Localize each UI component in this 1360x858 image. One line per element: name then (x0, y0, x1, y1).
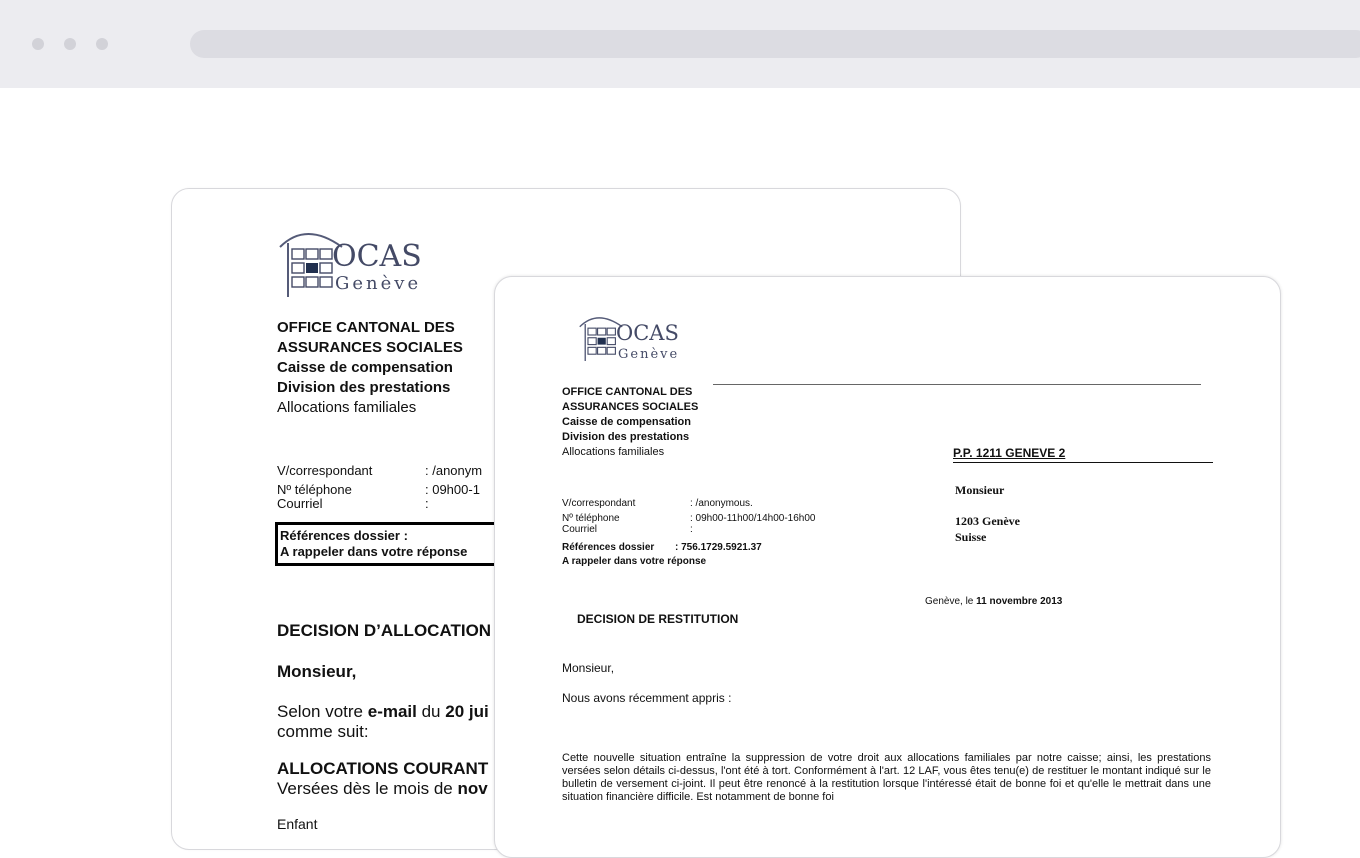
window-close-dot[interactable] (32, 38, 44, 50)
references-value: : 756.1729.5921.37 (675, 542, 762, 553)
body-line2: comme suit: (277, 722, 369, 741)
pp-rule (953, 462, 1213, 463)
phone-value: : 09h00-1 (425, 482, 480, 497)
decision-title: DECISION D’ALLOCATION (277, 621, 492, 640)
office-line2: ASSURANCES SOCIALES (277, 339, 463, 356)
phone-label: Nº téléphone (277, 482, 352, 497)
office-line3: Caisse de compensation (562, 416, 691, 428)
office-line1: OFFICE CANTONAL DES (562, 386, 693, 398)
correspondant-label: V/correspondant (562, 498, 636, 509)
email-value: : (425, 496, 429, 511)
recipient-line2: 1203 Genève (955, 514, 1020, 528)
window-minimize-dot[interactable] (64, 38, 76, 50)
section-title: ALLOCATIONS COURANT (277, 759, 489, 778)
references-line2: A rappeler dans votre réponse (280, 544, 468, 559)
references-line2: A rappeler dans votre réponse (562, 556, 707, 567)
decision-title: DECISION DE RESTITUTION (577, 612, 739, 626)
references-line1: Références dossier : (280, 528, 408, 543)
address-bar[interactable] (190, 30, 1360, 58)
enfant-label: Enfant (277, 816, 318, 832)
office-line1: OFFICE CANTONAL DES (277, 319, 455, 336)
salutation: Monsieur, (277, 662, 357, 681)
section-subtitle: Versées dès le mois de nov (277, 779, 488, 798)
office-line5: Allocations familiales (277, 399, 417, 416)
salutation: Monsieur, (562, 661, 615, 675)
document-page-front (494, 276, 1281, 858)
correspondant-value: : /anonym (425, 463, 483, 478)
phone-value: : 09h00-11h00/14h00-16h00 (690, 513, 816, 524)
restitution-paragraph: Cette nouvelle situation entraîne la suppression de votre droit aux allocations familiales par notre caisse; ainsi, les prestations versées selon détails ci-dessus, l'ont été à tort. Conformément à l'art. 12 LAF, vous êtes tenu(e) de restituer le montant indiqué sur le bulletin de versement ci-joint. Il peut être renoncé à la restitution lorsque l'intéressé était de bonne foi et qu'elle le mettrait dans une situation financière difficile. Est notamment de bonne foi (562, 752, 1211, 803)
phone-label: Nº téléphone (562, 513, 620, 524)
office-line4: Division des prestations (562, 431, 690, 443)
logo-name: OCAS (332, 239, 422, 274)
references-label: Références dossier (562, 542, 655, 553)
email-value: : (690, 524, 693, 535)
logo-name: OCAS (616, 321, 679, 345)
office-line2: ASSURANCES SOCIALES (562, 401, 699, 413)
correspondant-label: V/correspondant (277, 463, 373, 478)
recipient-line3: Suisse (955, 530, 987, 544)
correspondant-value: : /anonymous. (690, 498, 753, 509)
office-line5: Allocations familiales (562, 446, 665, 458)
office-line4: Division des prestations (277, 379, 451, 396)
logo-city: Genève (335, 273, 422, 294)
logo-city: Genève (618, 347, 680, 362)
intro-line: Nous avons récemment appris : (562, 691, 732, 705)
recipient-line1: Monsieur (955, 483, 1005, 497)
office-line3: Caisse de compensation (277, 359, 453, 376)
email-label: Courriel (562, 524, 598, 535)
pp-address: P.P. 1211 GENEVE 2 (953, 446, 1066, 460)
document-date: Genève, le 11 novembre 2013 (925, 596, 1063, 607)
window-maximize-dot[interactable] (96, 38, 108, 50)
email-label: Courriel (277, 496, 323, 511)
browser-toolbar (0, 0, 1360, 88)
body-line1: Selon votre e-mail du 20 jui (277, 702, 489, 721)
header-rule (713, 384, 1201, 385)
